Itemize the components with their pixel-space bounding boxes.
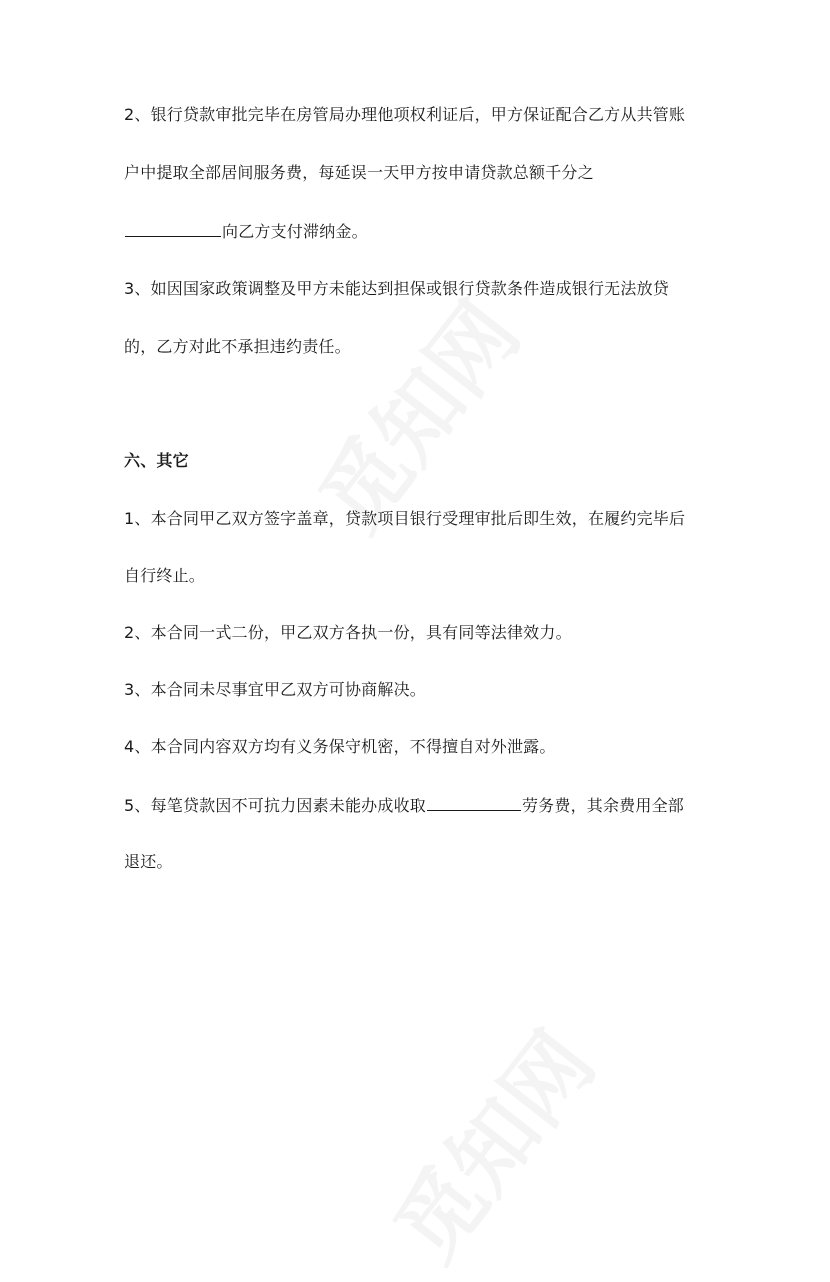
- fill-in-blank: [427, 794, 521, 811]
- paragraph-text: 劳务费，其余费用全部: [521, 796, 684, 815]
- fill-in-blank: [125, 220, 221, 237]
- paragraph-text: 向乙方支付滞纳金。: [222, 222, 368, 241]
- paragraph-text: 5、每笔贷款因不可抗力因素未能办成收取: [124, 796, 426, 815]
- paragraph-line: [124, 220, 368, 243]
- paragraph-line: [124, 794, 684, 817]
- paragraph-line: 自行终止。: [124, 566, 206, 585]
- paragraph-line: 4、本合同内容双方均有义务保守机密，不得擅自对外泄露。: [124, 737, 556, 756]
- paragraph-line: 3、本合同未尽事宜甲乙双方可协商解决。: [124, 680, 426, 699]
- paragraph-line: 2、银行贷款审批完毕在房管局办理他项权利证后，甲方保证配合乙方从共管账: [124, 105, 686, 124]
- paragraph-line: 3、如因国家政策调整及甲方未能达到担保或银行贷款条件造成银行无法放贷: [124, 279, 669, 298]
- paragraph-line: 户中提取全部居间服务费，每延误一天甲方按申请贷款总额千分之: [124, 163, 594, 182]
- paragraph-line: 退还。: [124, 852, 173, 871]
- section-heading: 六、其它: [124, 451, 189, 470]
- paragraph-line: 的，乙方对此不承担违约责任。: [124, 337, 351, 356]
- paragraph-line: 2、本合同一式二份，甲乙双方各执一份，具有同等法律效力。: [124, 623, 572, 642]
- paragraph-line: 1、本合同甲乙双方签字盖章，贷款项目银行受理审批后即生效，在履约完毕后: [124, 509, 686, 528]
- watermark: [361, 1002, 618, 1282]
